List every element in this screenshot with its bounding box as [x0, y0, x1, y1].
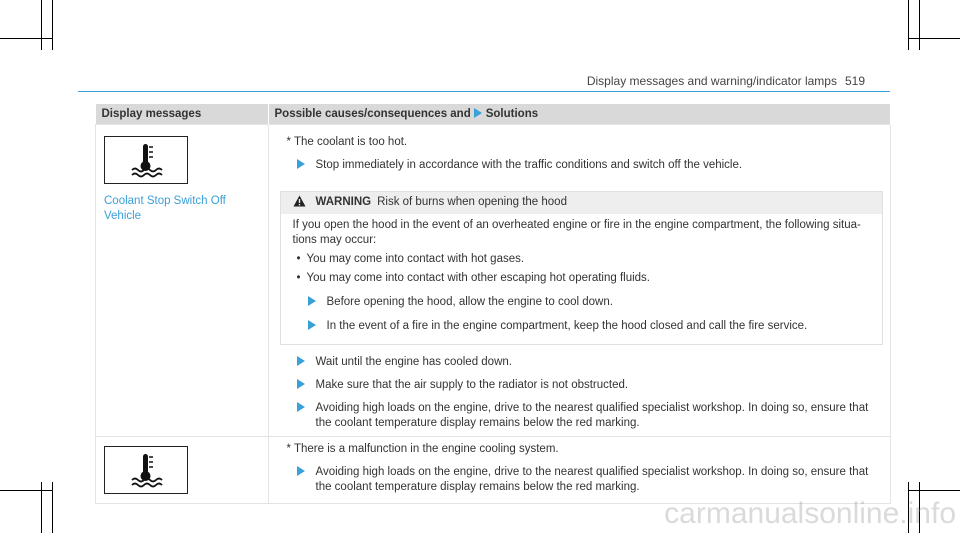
- crop-mark: [52, 0, 53, 50]
- header-causes-label: Possible causes/consequences and: [274, 108, 471, 120]
- crop-mark: [41, 0, 42, 50]
- crop-mark: [52, 482, 53, 533]
- solution-step: Make sure that the air supply to the radiator is not obstructed.: [270, 378, 880, 393]
- coolant-temperature-icon: [104, 136, 188, 184]
- arrow-icon: [297, 159, 305, 169]
- header-causes-solutions: [268, 104, 891, 125]
- arrow-icon: [308, 296, 316, 306]
- warning-subtitle: Risk of burns when opening the hood: [377, 196, 567, 208]
- crop-mark: [908, 38, 960, 39]
- causes-cell: [268, 125, 891, 437]
- crop-mark: [908, 490, 960, 491]
- message-cell: [96, 125, 269, 437]
- arrow-icon: [297, 402, 305, 412]
- warning-triangle-icon: [293, 195, 306, 211]
- page-number: 519: [844, 74, 865, 88]
- solution-step: Wait until the engine has cooled down.: [270, 355, 880, 370]
- warning-title: WARNING: [315, 196, 372, 208]
- watermark: carmanualsonline.info: [664, 497, 956, 530]
- crop-mark: [41, 482, 42, 533]
- list-item: • You may come into contact with other escaping hot operating fluids.: [293, 271, 873, 286]
- warning-text: If you open the hood in the event of an overheated engine or fire in the engine compartment, the following situa- tions may occur:: [292, 219, 861, 246]
- arrow-icon: [297, 379, 305, 389]
- crop-mark: [919, 0, 920, 50]
- causes-cell: [268, 437, 891, 504]
- cause-text: * The coolant is too hot.: [286, 136, 408, 148]
- table-header-row: [96, 104, 891, 125]
- warning-header: [281, 192, 883, 214]
- warning-box: [280, 191, 884, 345]
- crop-mark: [0, 490, 52, 491]
- arrow-icon: [308, 320, 316, 330]
- solution-step: Avoiding high loads on the engine, drive to the nearest qualified specialist workshop. In doing so, ensure that the coolant temperature display remains below the red marking.: [270, 465, 880, 495]
- arrow-icon: [297, 466, 305, 476]
- table-row: [96, 437, 891, 504]
- solution-step: Stop immediately in accordance with the traffic conditions and switch off the vehicle.: [270, 158, 880, 173]
- solution-step: In the event of a fire in the engine compartment, keep the hood closed and call the fire service.: [293, 319, 863, 334]
- crop-mark: [0, 38, 52, 39]
- arrow-icon: [297, 356, 305, 366]
- running-head-title: Display messages and warning/indicator lamps: [586, 74, 837, 88]
- cause-text: * There is a malfunction in the engine cooling system.: [286, 443, 559, 455]
- display-messages-table: [95, 104, 891, 504]
- solution-step: Avoiding high loads on the engine, drive to the nearest qualified specialist workshop. In doing so, ensure that the coolant temperature display remains below the red marking.: [270, 401, 880, 431]
- warning-body: [281, 214, 883, 344]
- header-solutions-label: Solutions: [485, 108, 539, 120]
- header-display-messages: Display messages: [96, 104, 269, 125]
- message-cell: [96, 437, 269, 504]
- message-label: Coolant Stop Switch Off Vehicle: [104, 195, 226, 222]
- crop-mark: [908, 0, 909, 50]
- coolant-temperature-icon: [104, 446, 188, 494]
- header-rule: [78, 91, 890, 92]
- running-head: [587, 74, 865, 88]
- arrow-icon: [474, 108, 482, 118]
- solution-step: Before opening the hood, allow the engine to cool down.: [293, 295, 863, 310]
- table-row: [96, 125, 891, 437]
- list-item: • You may come into contact with hot gases.: [293, 252, 873, 267]
